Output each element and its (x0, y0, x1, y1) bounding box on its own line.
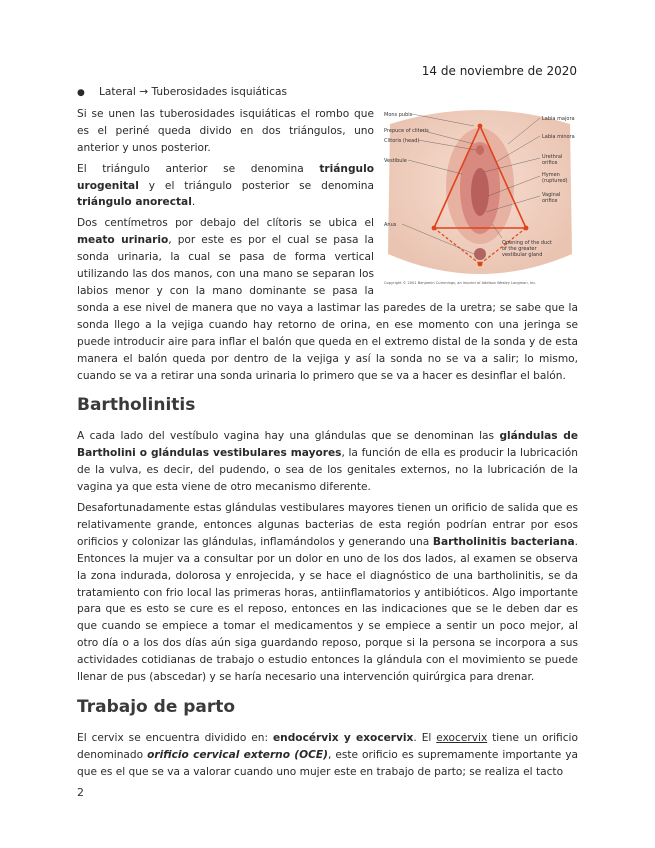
paragraph-bartholinitis-bacteriana: Desafortunadamente estas glándulas vestibulares mayores tienen un orificio de salida que es relativamente grande, entonces algunas bacterias de esta región podrían entrar por esos orificios y colonizar las glándulas, inflamándolos y generando una Bartholinitis bacteriana. Entonces la mujer va a consultar por un dolor en uno de los dos lados, al examen se observa la zona indurada, dolorosa y enrojecida, y se hace el diagnóstico de una bartholinitis, se da tratamiento con frio local las primeras horas, antiinflamatorios y antibióticos. Algo importante para que es esto se cure es el reposo, entonces en las indicaciones que se le deben dar es que cuando se empiece a tomar el medicamentos y se empiece a sentir un poco mejor, al otro día o a los dos días aún siga guardando reposo, porque si la persona se incorpora a sus actividades cotidianas de trabajo o estudio entonces la glándula con el movimiento se puede llenar de pus (abscedar) y se haría necesario una intervención quirúrgica para drenar. (77, 502, 578, 684)
label-vestibule: Vestibule (384, 158, 407, 164)
term-bartholinitis-bacteriana: Bartholinitis bacteriana (432, 535, 575, 548)
label-duct-opening: Opening of the duct of the greater vestibular gland (502, 240, 552, 258)
bullet-icon: ● (77, 88, 85, 98)
page-body (77, 84, 578, 785)
label-urethral-orifice: Urethral orifice (542, 154, 563, 166)
perineum-figure (382, 104, 578, 294)
paragraph-rombo: Si se unen las tuberosidades isquiáticas el rombo que es el periné queda divido en dos triángulos, uno anterior y unos posterior. (77, 107, 374, 154)
bullet-text: Lateral → Tuberosidades isquiáticas (99, 86, 287, 98)
label-vaginal-orifice: Vaginal orifice (542, 192, 561, 204)
term-exocervix: exocervix (436, 732, 488, 744)
term-endocervix-exocervix: endocérvix y exocervix (272, 732, 414, 744)
heading-trabajo-de-parto: Trabajo de parto (77, 697, 236, 717)
page-number: 2 (77, 786, 84, 799)
paragraph-cervix: El cervix se encuentra dividido en: endocérvix y exocervix. El exocervix tiene un orificio denominado orificio cervical externo (OCE), este orificio es supremamente importante ya que es el que se va a valorar cuando uno mujer este en trabajo de parto; se realiza el tacto (77, 732, 578, 778)
label-hymen: Hymen (ruptured) (542, 172, 568, 184)
term-orificio-cervical-externo: orificio cervical externo (OCE) (147, 748, 328, 761)
figure-copyright: Copyright © 2001 Benjamin Cummings, an imprint of Addison Wesley Longman, Inc. (384, 281, 537, 286)
list-item (77, 84, 374, 102)
term-glandulas-bartholini: glándulas de Bartholini o glándulas vestibulares mayores (77, 430, 579, 460)
label-labia-majora: Labia majora (542, 116, 575, 122)
label-prepuce: Prepuce of clitoris (384, 128, 429, 134)
heading-bartholinitis: Bartholinitis (77, 395, 196, 416)
label-mons-pubis: Mons pubis (384, 112, 413, 118)
term-triangulo-anorectal: triángulo anorectal (77, 196, 192, 209)
term-triangulo-urogenital: triángulo urogenital (77, 162, 374, 192)
label-clitoris: Clitoris (head) (384, 138, 420, 144)
label-anus: Anus (384, 222, 397, 228)
paragraph-triangulos: El triángulo anterior se denomina triángulo urogenital y el triángulo posterior se denomina triángulo anorectal. (77, 162, 374, 209)
label-labia-minora: Labia minora (542, 134, 575, 140)
header-date: 14 de noviembre de 2020 (421, 64, 577, 78)
paragraph-glandulas: A cada lado del vestíbulo vagina hay una glándulas que se denominan las glándulas de Bartholini o glándulas vestibulares mayores, la función de ella es producir la lubricación de la vulva, es decir, del pudendo, o sea de los genitales externos, no la lubricación de la vagina ya que esta viene de otro mecanismo diferente. (77, 430, 579, 494)
paragraph-meato: Dos centímetros por debajo del clítoris se ubica el meato urinario, por este es por el cual se pasa la sonda urinaria, la cual se pasa de forma vertical utilizando las dos manos, con una mano se separan los labios menor y con la mano dominante se pasa la sonda a ese nivel de manera que no vaya a lastimar las paredes de la uretra; se sabe que la sonda llego a la vejiga cuando hay retorno de orina, en ese momento con una jeringa se puede introducir aire para inflar el balón que queda en el extremo distal de la sonda y de esta manera el balón queda por dentro de la vejiga y así la sonda no se va a salir; lo mismo, cuando se va a retirar una sonda urinaria lo primero que se va a hacer es desinflar el balón. (77, 217, 578, 382)
term-meato-urinario: meato urinario (77, 234, 169, 247)
